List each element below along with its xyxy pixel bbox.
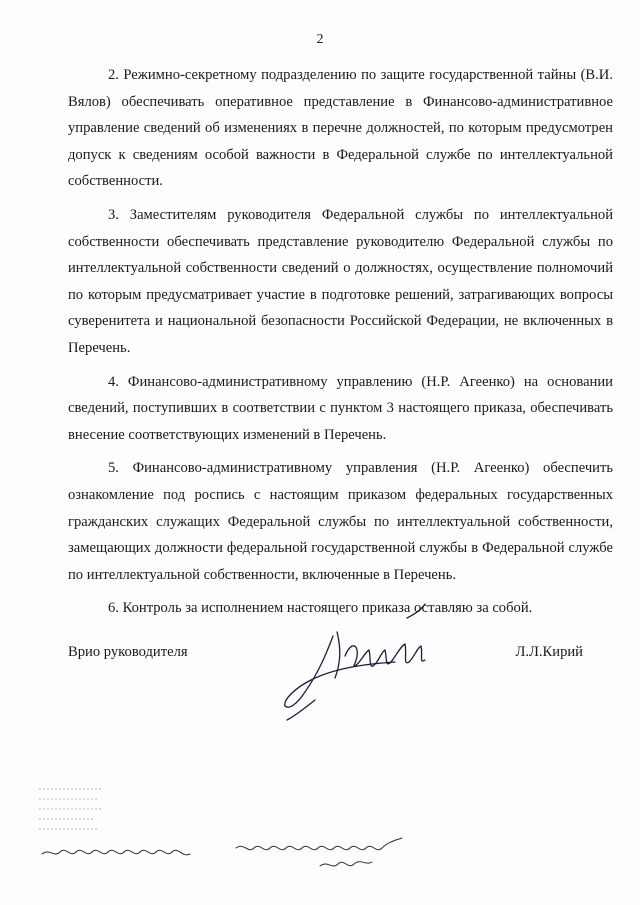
- handwritten-signature: [275, 592, 455, 722]
- faint-stamp: [35, 783, 107, 835]
- paragraph-3: 3. Заместителям руководителя Федеральной службы по интеллектуальной собственности обеспечивать представление руководителю Федеральной службы по интеллектуальной собственности сведений о должностях, осуществление полномочий по которым предусматривает участие в подготовке решений, затрагивающих вопросы суверенитета и национальной безопасности Российской Федерации, не включенных в Перечень.: [68, 206, 613, 356]
- paragraph-5: 5. Финансово-административному управления (Н.Р. Агеенко) обеспечить ознакомление под роспись с настоящим приказом федеральных государственных гражданских служащих Федеральной службы по интеллектуальной собственности, замещающих должности федеральной государственной службы в Федеральной службе по интеллектуальной собственности, включенные в Перечень.: [68, 460, 613, 583]
- paragraph-6: 6. Контроль за исполнением настоящего приказа оставляю за собой.: [108, 600, 533, 617]
- page-number: 2: [316, 32, 324, 47]
- document-body: [68, 62, 613, 629]
- paragraph-4: 4. Финансово-административному управлению (Н.Р. Агеенко) на основании сведений, поступивших в соответствии с пунктом 3 настоящего приказа, обеспечивать внесение соответствующих изменений в Перечень.: [68, 373, 613, 443]
- handwritten-note: [40, 832, 440, 872]
- paragraph-2: 2. Режимно-секретному подразделению по защите государственной тайны (В.И. Вялов) обеспечивать оперативное представление в Финансово-административное управление сведений об изменениях в перечне должностей, по которым предусмотрен допуск к сведениям особой важности в Федеральной службе по интеллектуальной собственности.: [68, 67, 613, 190]
- signer-name: Л.Л.Кирий: [515, 644, 583, 660]
- signer-title: Врио руководителя: [68, 644, 188, 660]
